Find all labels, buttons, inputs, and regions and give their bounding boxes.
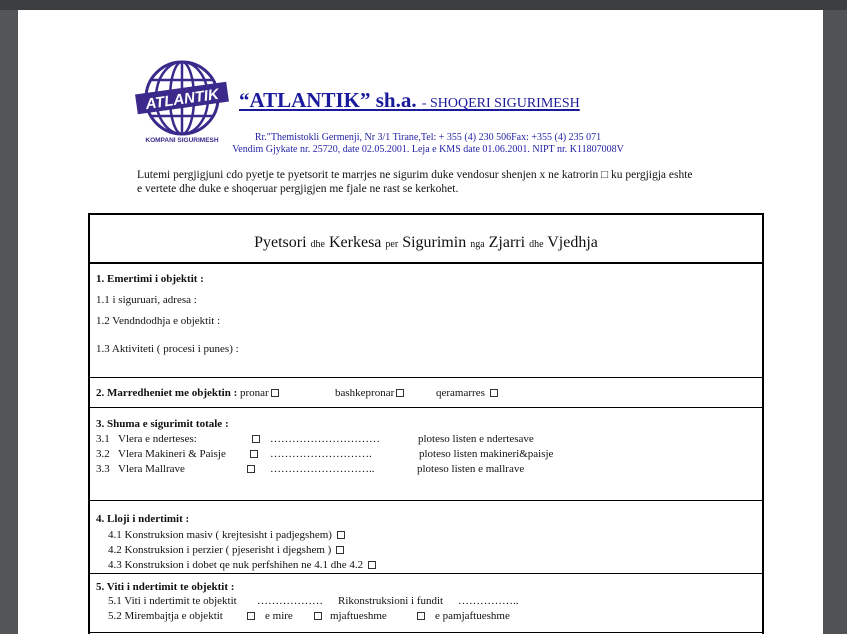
- row-3-2-dots[interactable]: ……………………….: [270, 448, 372, 460]
- checkbox-icon[interactable]: [417, 612, 425, 620]
- checkbox-icon[interactable]: [336, 546, 344, 554]
- title-word: nga: [470, 239, 485, 250]
- company-name: “ATLANTIK” sh.a.: [239, 88, 417, 112]
- renovation-field[interactable]: ……………..: [458, 595, 519, 607]
- field-activity[interactable]: 1.3 Aktiviteti ( procesi i punes) :: [96, 343, 239, 355]
- renovation-label: Rikonstruksioni i fundit: [338, 595, 444, 607]
- section-3-heading: 3. Shuma e sigurimit totale :: [96, 418, 229, 430]
- title-word: Pyetsori: [254, 234, 307, 251]
- questionnaire-form: [88, 213, 764, 634]
- checkbox-icon[interactable]: [252, 435, 260, 443]
- checkbox-icon[interactable]: [271, 389, 279, 397]
- maintenance-option-sufficient: mjaftueshme: [330, 610, 387, 622]
- row-3-1-num: 3.1: [96, 433, 110, 445]
- checkbox-icon[interactable]: [250, 450, 258, 458]
- company-tagline: - SHOQERI SIGURIMESH: [421, 96, 580, 111]
- section-1: [90, 264, 762, 378]
- option-pronar: pronar: [240, 387, 269, 399]
- section-5-heading: 5. Viti i ndertimit te objektit :: [96, 581, 235, 593]
- section-4-heading: 4. Lloji i ndertimit :: [96, 513, 190, 525]
- maintenance-label: 5.2 Mirembajtja e objektit: [108, 610, 223, 622]
- checkbox-icon[interactable]: [247, 612, 255, 620]
- viewer-toolbar: [0, 0, 847, 10]
- title-word: Zjarri: [488, 234, 526, 251]
- section-3: [90, 408, 762, 501]
- row-3-2-num: 3.2: [96, 448, 110, 460]
- row-3-3-dots[interactable]: ………………………..: [270, 463, 375, 475]
- title-word: dhe: [529, 239, 544, 250]
- row-3-2-note: ploteso listen makineri&paisje: [419, 448, 554, 460]
- row-3-3-num: 3.3: [96, 463, 110, 475]
- title-word: Kerkesa: [328, 234, 382, 251]
- address-line-1: Rr."Themistokli Germenji, Nr 3/1 Tirane,Tel: + 355 (4) 230 506Fax: +355 (4) 235 071: [254, 132, 602, 143]
- logo-subtext: KOMPANI SIGURIMESH: [145, 137, 219, 144]
- title-word: per: [385, 239, 399, 250]
- company-heading: [239, 88, 580, 113]
- section-2: [90, 378, 762, 408]
- section-2-heading: 2. Marredheniet me objektin :: [96, 387, 238, 399]
- checkbox-icon[interactable]: [368, 561, 376, 569]
- year-built-label: 5.1 Viti i ndertimit te objektit: [108, 595, 237, 607]
- maintenance-option-insufficient: e pamjaftueshme: [435, 610, 510, 622]
- field-insured-address[interactable]: 1.1 i siguruari, adresa :: [96, 294, 197, 306]
- checkbox-icon[interactable]: [337, 531, 345, 539]
- section-4: [90, 501, 762, 574]
- viewer-scroll-area[interactable]: [823, 10, 847, 634]
- checkbox-icon[interactable]: [490, 389, 498, 397]
- title-word: Vjedhja: [547, 234, 598, 251]
- title-word: Sigurimin: [402, 234, 467, 251]
- checkbox-icon[interactable]: [396, 389, 404, 397]
- section-1-heading: 1. Emertimi i objektit :: [96, 273, 204, 285]
- logo-text: ATLANTIK: [144, 85, 220, 114]
- row-3-1-label: Vlera e nderteses:: [118, 433, 197, 445]
- document-page: [18, 10, 823, 634]
- row-3-1-note: ploteso listen e ndertesave: [418, 433, 534, 445]
- row-3-2-label: Vlera Makineri & Paisje: [118, 448, 226, 460]
- intro-text: Lutemi pergjigjuni cdo pyetje te pyetsorit te marrjes ne sigurim duke vendosur shenjen x ne katrorin □ ku pergjigja eshte e vertete dhe duke e shoqeruar pergjigjen me fjale ne rast se kerkohet.: [137, 169, 693, 195]
- construction-type-1: 4.1 Konstruksion masiv ( krejtesisht i padjegshem): [108, 529, 332, 541]
- row-3-1-dots[interactable]: …………………………: [270, 433, 380, 445]
- address-line-2: Vendim Gjykate nr. 25720, date 02.05.2001. Leja e KMS date 01.06.2001. NIPT nr. K11807008V: [232, 144, 624, 155]
- title-word: dhe: [310, 239, 325, 250]
- row-3-3-label: Vlera Mallrave: [118, 463, 185, 475]
- construction-type-3: 4.3 Konstruksion i dobet qe nuk perfshihen ne 4.1 dhe 4.2: [108, 559, 364, 571]
- row-3-3-note: ploteso listen e mallrave: [417, 463, 525, 475]
- checkbox-icon[interactable]: [314, 612, 322, 620]
- checkbox-icon[interactable]: [247, 465, 255, 473]
- field-object-location[interactable]: 1.2 Vendndodhja e objektit :: [96, 315, 221, 327]
- maintenance-option-good: e mire: [265, 610, 293, 622]
- year-built-field[interactable]: ………………: [257, 595, 323, 607]
- option-bashkepronar: bashkepronar: [335, 387, 395, 399]
- section-5: [90, 574, 762, 633]
- form-title: [90, 215, 762, 264]
- option-qeramarres: qeramarres: [436, 387, 485, 399]
- construction-type-2: 4.2 Konstruksion i perzier ( pjeserisht i djegshem ): [108, 544, 332, 556]
